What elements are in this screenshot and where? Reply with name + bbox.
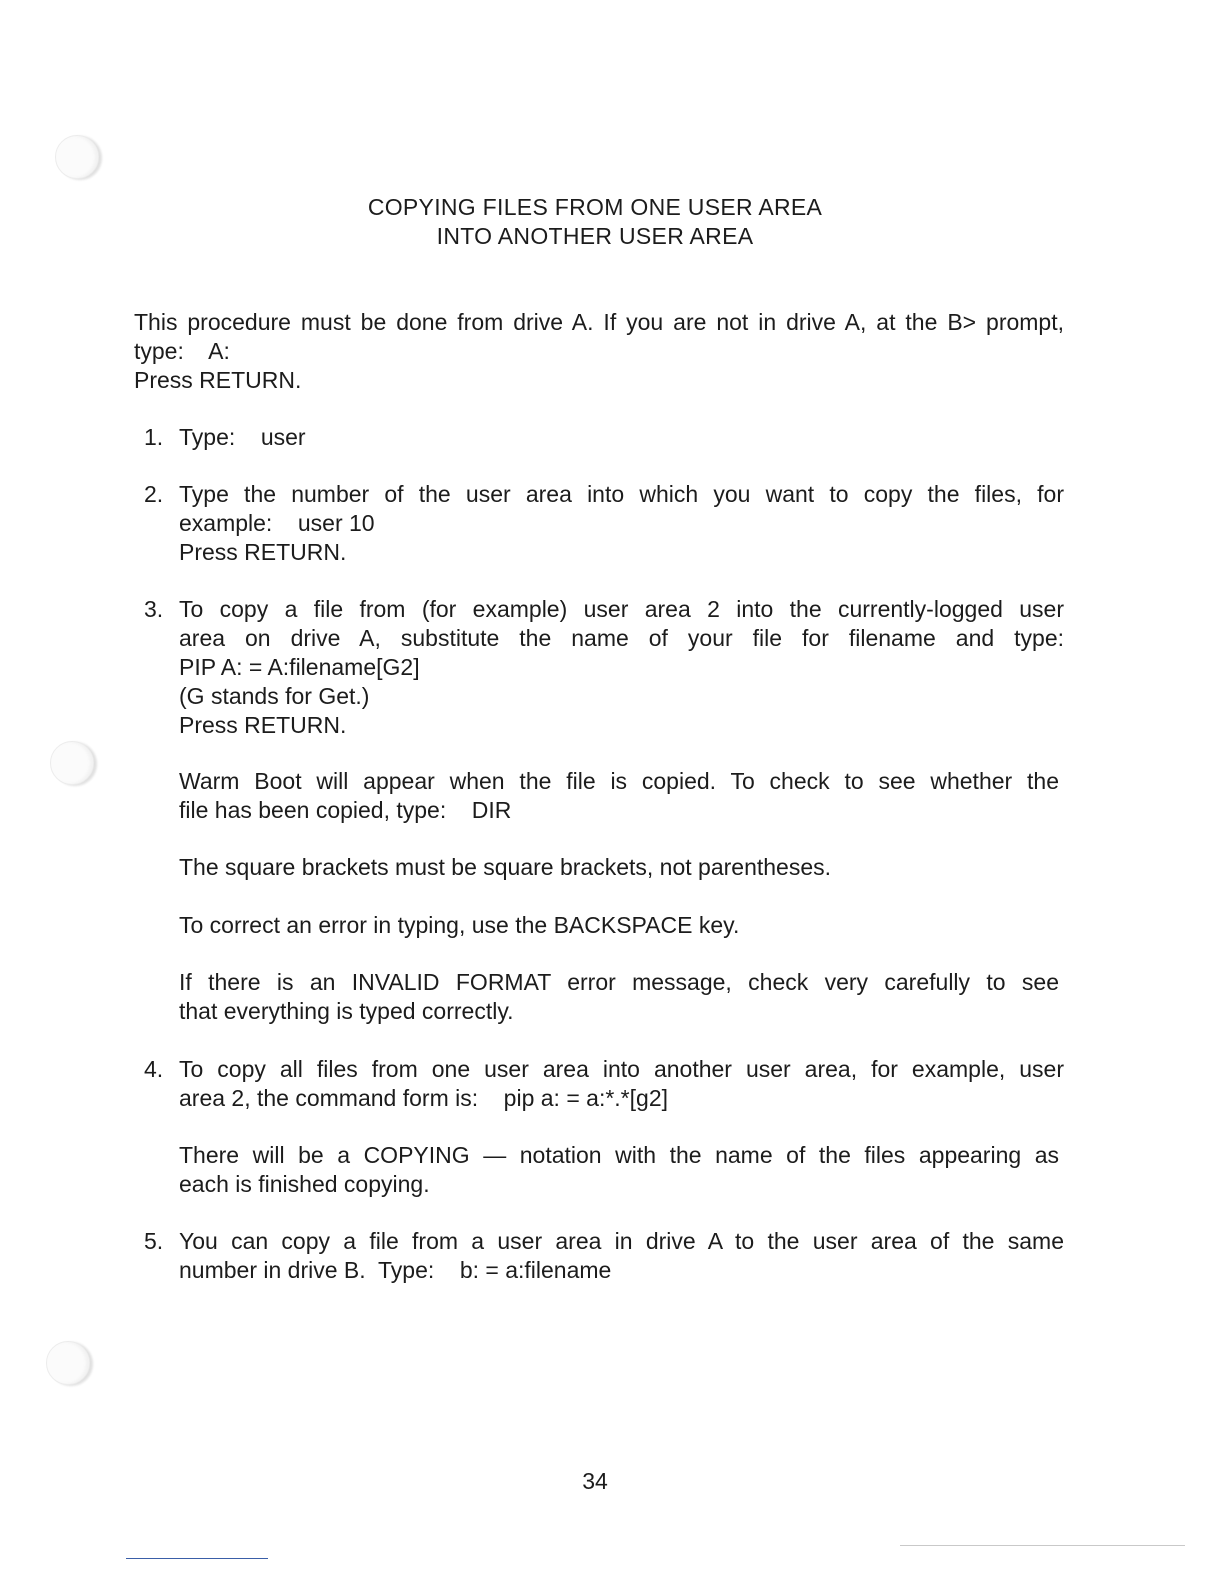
step-line: number in drive B. Type: b: = a:filename	[179, 1257, 612, 1283]
step-line: Press RETURN.	[179, 539, 347, 565]
note-line: If there is an INVALID FORMAT error message, check very carefully to see	[179, 969, 1059, 995]
note-copying	[179, 1141, 1059, 1199]
page-number: 34	[582, 1468, 608, 1494]
step-number: 5.	[144, 1228, 164, 1254]
note-line: Warm Boot will appear when the file is copied. To check to see whether the	[179, 768, 1059, 794]
step-line: You can copy a file from a user area in drive A to the user area of the same	[179, 1228, 1064, 1254]
intro-line: type: A:	[134, 338, 230, 364]
step-number: 3.	[144, 596, 164, 622]
binder-hole	[55, 135, 99, 179]
step-line: To copy all files from one user area into another user area, for example, user	[179, 1056, 1064, 1082]
scan-edge-line	[900, 1545, 1185, 1546]
step-line: area 2, the command form is: pip a: = a:*.*[g2]	[179, 1085, 668, 1111]
step-line: example: user 10	[179, 510, 375, 536]
intro-line: This procedure must be done from drive A. If you are not in drive A, at the B> prompt,	[134, 309, 1064, 335]
step-line: Press RETURN.	[179, 712, 347, 738]
scan-edge-line	[126, 1558, 268, 1559]
step-line: PIP A: = A:filename[G2]	[179, 654, 420, 680]
step-line: Type: user	[179, 424, 306, 450]
note-backspace	[179, 911, 1059, 940]
step-number: 4.	[144, 1056, 164, 1082]
title-line: INTO ANOTHER USER AREA	[436, 223, 754, 249]
step-number: 2.	[144, 481, 164, 507]
step-line: (G stands for Get.)	[179, 683, 370, 709]
note-line: The square brackets must be square brackets, not parentheses.	[179, 854, 832, 880]
note-line: There will be a COPYING — notation with the name of the files appearing as	[179, 1142, 1059, 1168]
step-number: 1.	[144, 424, 164, 450]
intro-line: Press RETURN.	[134, 367, 302, 393]
note-line: each is finished copying.	[179, 1171, 430, 1197]
note-warm-boot	[179, 767, 1059, 825]
binder-hole	[50, 741, 94, 785]
step-line: Type the number of the user area into which you want to copy the files, for	[179, 481, 1064, 507]
note-line: To correct an error in typing, use the BACKSPACE key.	[179, 912, 740, 938]
binder-hole	[46, 1341, 90, 1385]
note-invalid-format	[179, 968, 1059, 1026]
note-line: file has been copied, type: DIR	[179, 797, 512, 823]
intro-paragraph	[134, 308, 1064, 395]
note-line: that everything is typed correctly.	[179, 998, 514, 1024]
note-brackets	[179, 853, 1059, 882]
title-line: COPYING FILES FROM ONE USER AREA	[367, 194, 823, 220]
page-title	[0, 193, 1190, 251]
step-line: To copy a file from (for example) user area 2 into the currently-logged user	[179, 596, 1064, 622]
step-line: area on drive A, substitute the name of your file for filename and type:	[179, 625, 1064, 651]
